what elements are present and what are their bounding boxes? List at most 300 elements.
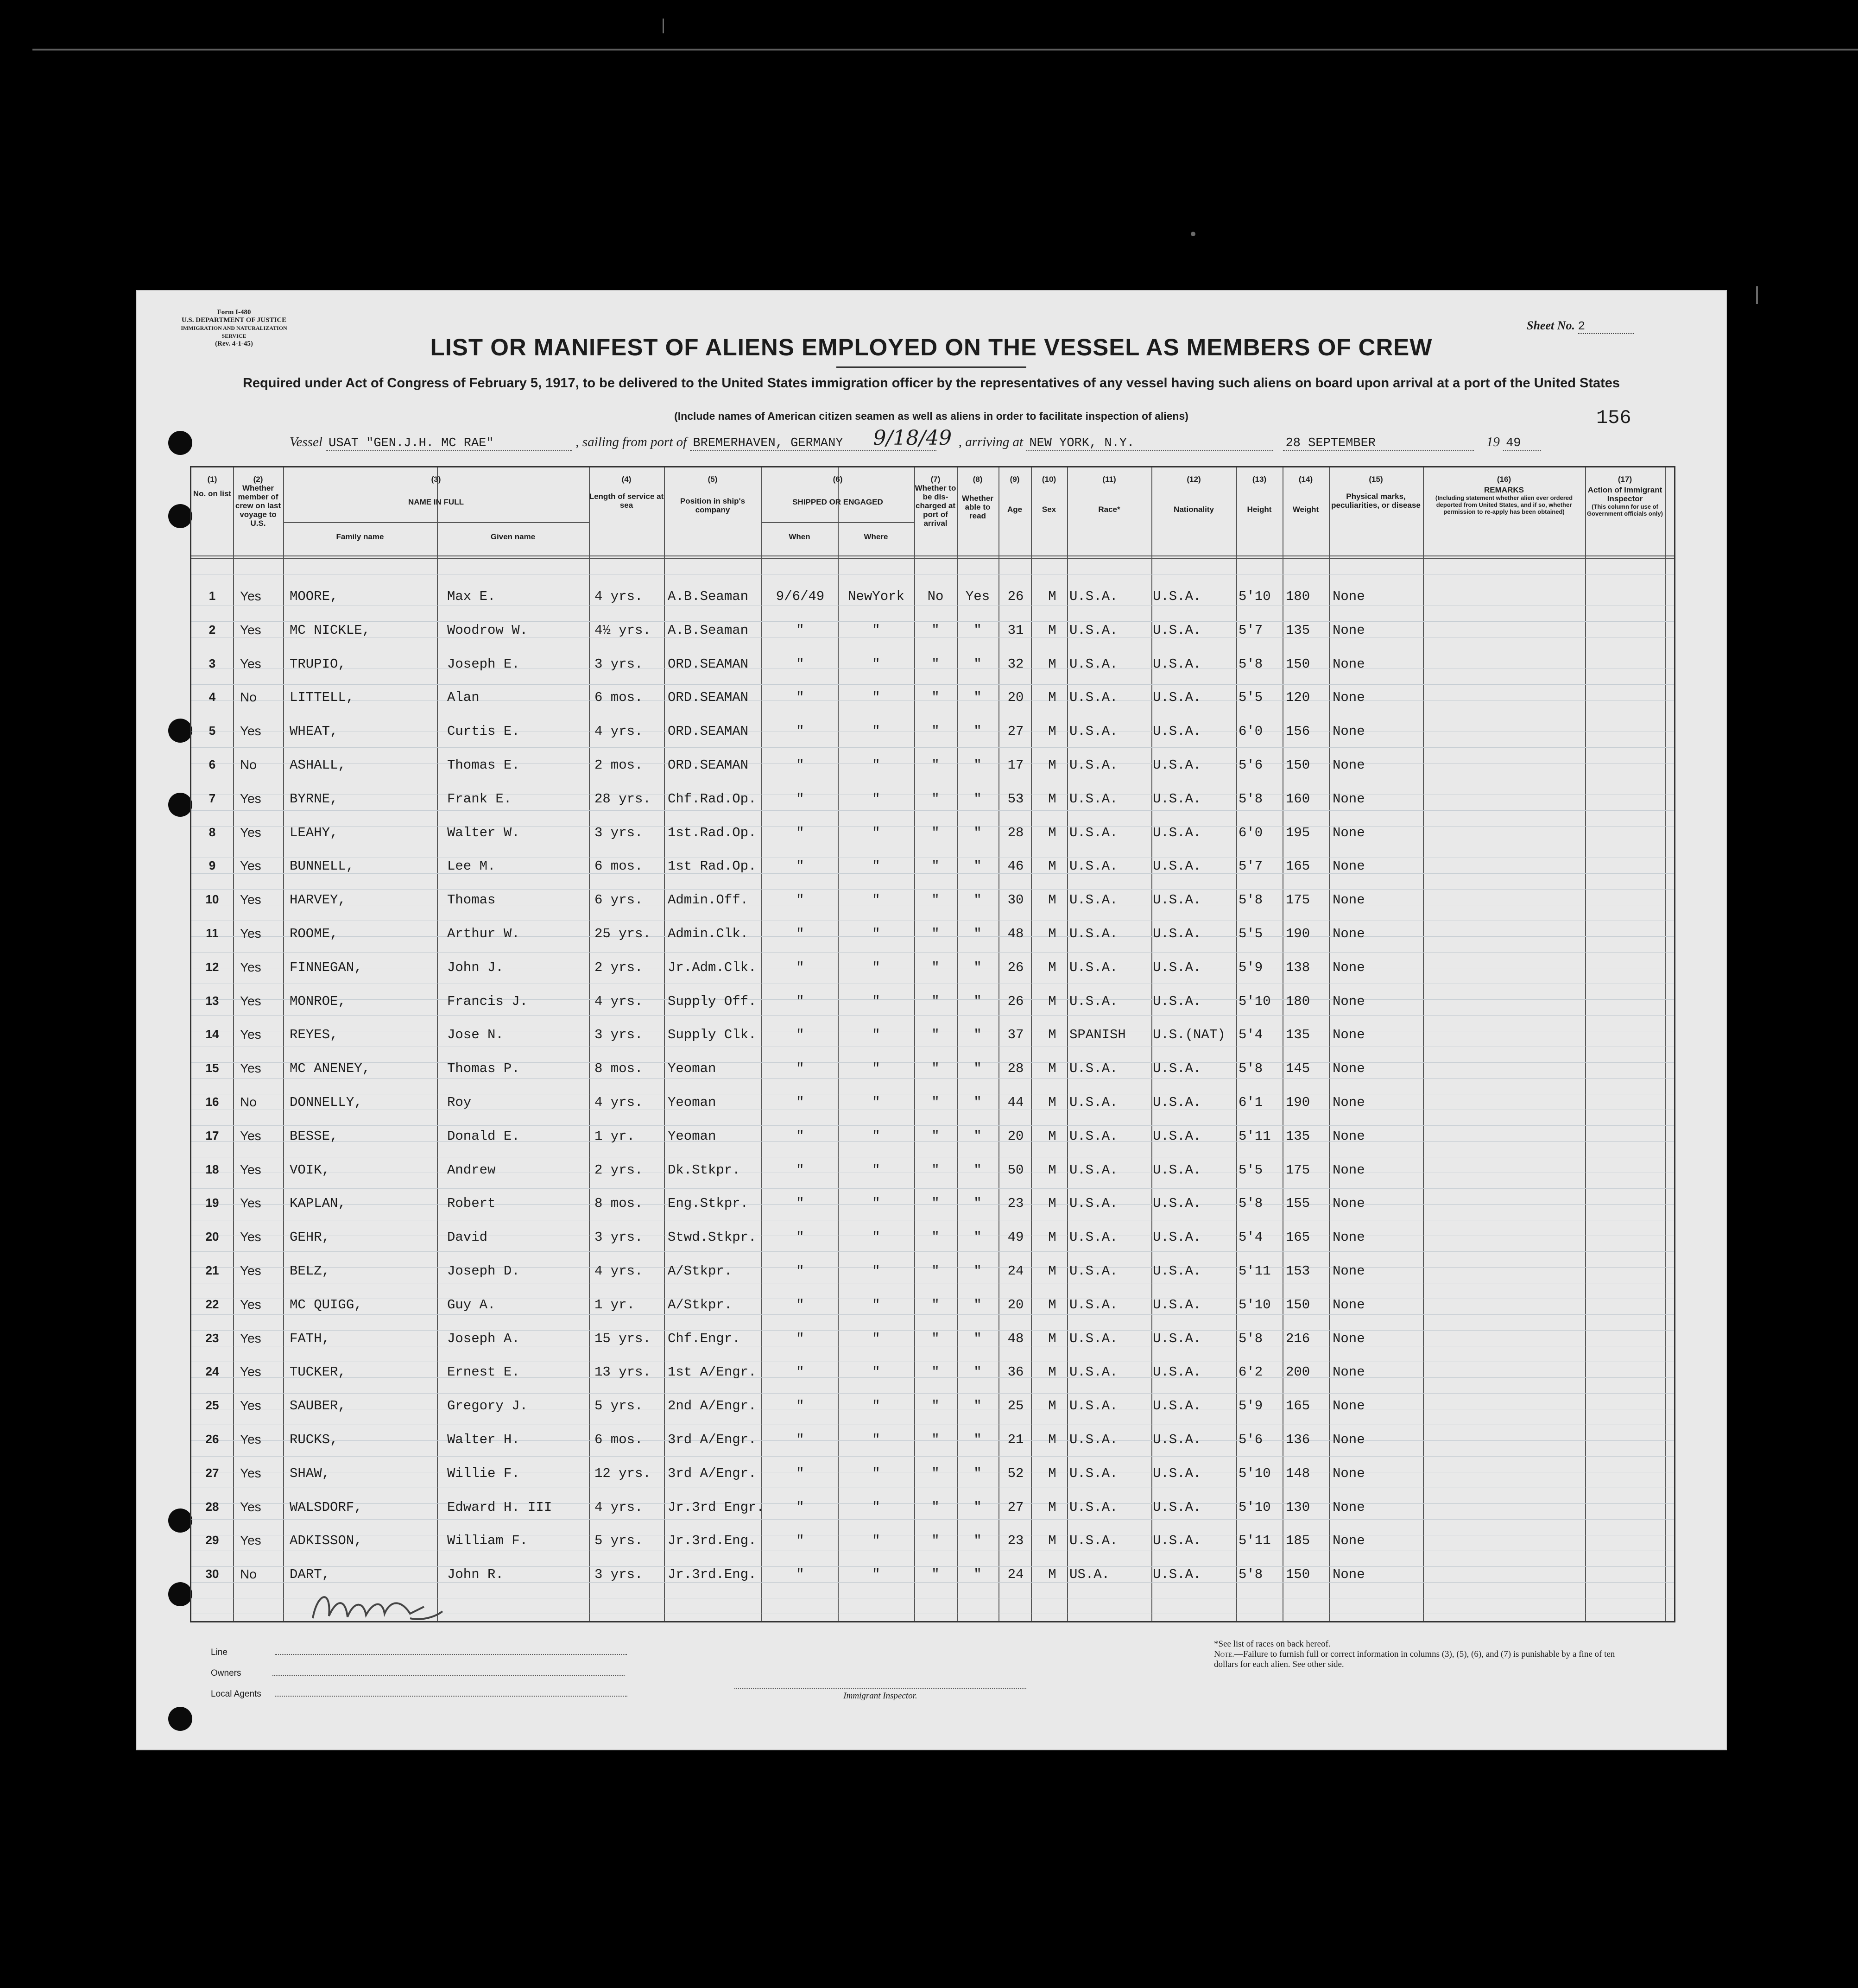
row-number-cell: 21 (205, 1263, 219, 1277)
able-to-read-cell: " (973, 1398, 982, 1414)
given-name-cell: Joseph D. (447, 1263, 520, 1279)
sex-cell: M (1048, 622, 1056, 638)
weight-cell: 120 (1286, 690, 1310, 706)
nationality-cell: U.S.A. (1153, 926, 1201, 941)
sex-cell: M (1048, 1398, 1056, 1414)
family-name-cell: TUCKER, (290, 1364, 346, 1380)
last-voyage-cell: Yes (240, 791, 261, 806)
family-name-cell: GEHR, (290, 1230, 330, 1245)
sex-cell: M (1048, 589, 1056, 604)
discharged-cell: " (931, 656, 940, 672)
discharged-cell: " (931, 1095, 940, 1110)
shipped-when-cell: " (796, 959, 804, 975)
race-cell: U.S.A. (1069, 1162, 1118, 1178)
sex-cell: M (1048, 1027, 1056, 1043)
position-cell: 1st Rad.Op. (668, 858, 757, 874)
shipped-where-cell: " (872, 1533, 880, 1549)
weight-cell: 195 (1286, 825, 1310, 840)
age-cell: 36 (1007, 1364, 1024, 1380)
row-number-cell: 12 (205, 959, 219, 974)
length-of-service-cell: 12 yrs. (594, 1465, 651, 1481)
discharged-cell: " (931, 1364, 940, 1380)
nationality-cell: U.S.A. (1153, 791, 1201, 807)
age-cell: 20 (1007, 1297, 1024, 1313)
height-cell: 5'11 (1239, 1263, 1271, 1279)
position-cell: Admin.Off. (668, 892, 749, 908)
shipped-when-cell: " (796, 656, 804, 672)
fine-note: Note.—Failure to furnish full or correct information in columns (3), (5), (6), and (7) is punishable by a fine of ten dollars for each alien. See other side. (1214, 1649, 1615, 1669)
inspector-signature-line (734, 1688, 1026, 1689)
able-to-read-cell: " (973, 1095, 982, 1110)
family-name-cell: FATH, (290, 1331, 330, 1346)
last-voyage-cell: Yes (240, 1364, 261, 1379)
nationality-cell: U.S.A. (1153, 1398, 1201, 1414)
length-of-service-cell: 6 mos. (594, 858, 643, 874)
sheet-number (1527, 319, 1634, 334)
given-name-cell: Willie F. (447, 1465, 520, 1481)
given-name-cell: Walter H. (447, 1432, 520, 1447)
race-cell: U.S.A. (1069, 1297, 1118, 1313)
shipped-when-cell: " (796, 993, 804, 1009)
form-service: IMMIGRATION AND NATURALIZATION SERVICE (181, 325, 287, 339)
shipped-where-cell: " (872, 622, 880, 638)
arrival-port: NEW YORK, N.Y. (1026, 436, 1273, 451)
position-cell: Jr.3rd Engr. (668, 1499, 765, 1515)
col-15-header: (15) Physical marks, peculiarities, or disease (1331, 475, 1421, 510)
nationality-cell: U.S.A. (1153, 1533, 1201, 1549)
include-note: (Include names of American citizen seamen as well as aliens in order to facilitate inspection of aliens) (674, 410, 1188, 422)
ruled-line (191, 889, 1674, 890)
given-name-cell: Arthur W. (447, 926, 520, 941)
length-of-service-cell: 2 mos. (594, 757, 643, 773)
family-name-cell: WALSDORF, (290, 1499, 362, 1515)
able-to-read-cell: " (973, 757, 982, 773)
discharged-cell: " (931, 1196, 940, 1212)
discharged-cell: " (931, 993, 940, 1009)
row-number-cell: 17 (205, 1128, 219, 1142)
family-name-cell: ASHALL, (290, 757, 346, 773)
weight-cell: 200 (1286, 1364, 1310, 1380)
races-note: *See list of races on back hereof. (1214, 1639, 1331, 1649)
discharged-cell: " (931, 825, 940, 840)
position-cell: Chf.Rad.Op. (668, 791, 757, 807)
race-cell: U.S.A. (1069, 757, 1118, 773)
sex-cell: M (1048, 1331, 1056, 1346)
physical-marks-cell: None (1333, 1465, 1365, 1481)
punch-hole (168, 793, 192, 817)
sex-cell: M (1048, 1263, 1056, 1279)
length-of-service-cell: 4 yrs. (594, 589, 643, 604)
manifest-sheet (137, 291, 1726, 1749)
given-name-cell: Curtis E. (447, 724, 520, 739)
family-name-cell: SAUBER, (290, 1398, 346, 1414)
age-cell: 28 (1007, 825, 1024, 840)
row-number-cell: 10 (205, 892, 219, 907)
height-cell: 5'9 (1239, 1398, 1263, 1414)
shipped-where-cell: NewYork (848, 589, 904, 604)
last-voyage-cell: No (240, 1095, 257, 1109)
physical-marks-cell: None (1333, 690, 1365, 706)
family-name-cell: BESSE, (290, 1128, 338, 1144)
last-voyage-cell: Yes (240, 1162, 261, 1177)
row-number-cell: 9 (209, 858, 216, 873)
family-name-cell: DART, (290, 1567, 330, 1583)
position-cell: Stwd.Stkpr. (668, 1230, 757, 1245)
able-to-read-cell: " (973, 1297, 982, 1313)
last-voyage-cell: Yes (240, 656, 261, 671)
physical-marks-cell: None (1333, 825, 1365, 840)
sex-cell: M (1048, 926, 1056, 941)
punch-hole (168, 1707, 192, 1731)
height-cell: 5'11 (1239, 1533, 1271, 1549)
height-cell: 5'10 (1239, 1465, 1271, 1481)
age-cell: 26 (1007, 589, 1024, 604)
sex-cell: M (1048, 791, 1056, 807)
height-cell: 5'8 (1239, 1567, 1263, 1583)
length-of-service-cell: 3 yrs. (594, 656, 643, 672)
col-8-header: (8) Whether able to read (962, 475, 993, 520)
position-cell: A/Stkpr. (668, 1297, 733, 1313)
height-cell: 5'10 (1239, 1499, 1271, 1515)
able-to-read-cell: " (973, 622, 982, 638)
row-number-cell: 13 (205, 993, 219, 1008)
given-name-cell: Gregory J. (447, 1398, 528, 1414)
physical-marks-cell: None (1333, 656, 1365, 672)
physical-marks-cell: None (1333, 959, 1365, 975)
able-to-read-cell: " (973, 858, 982, 874)
length-of-service-cell: 3 yrs. (594, 1567, 643, 1583)
shipped-when-cell: " (796, 825, 804, 840)
sex-cell: M (1048, 825, 1056, 840)
weight-cell: 148 (1286, 1465, 1310, 1481)
discharged-cell: " (931, 858, 940, 874)
able-to-read-cell: " (973, 690, 982, 706)
sex-cell: M (1048, 1128, 1056, 1144)
nationality-cell: U.S.A. (1153, 724, 1201, 739)
shipped-where-cell: " (872, 1027, 880, 1043)
row-number-cell: 15 (205, 1061, 219, 1075)
position-cell: A.B.Seaman (668, 622, 749, 638)
age-cell: 50 (1007, 1162, 1024, 1178)
position-cell: 2nd A/Engr. (668, 1398, 757, 1414)
punch-hole (168, 719, 192, 743)
sex-cell: M (1048, 993, 1056, 1009)
height-cell: 5'10 (1239, 589, 1271, 604)
position-cell: 3rd A/Engr. (668, 1432, 757, 1447)
col-1-header: (1) No. on list (193, 475, 232, 498)
length-of-service-cell: 4 yrs. (594, 1263, 643, 1279)
last-voyage-cell: Yes (240, 622, 261, 637)
able-to-read-cell: " (973, 791, 982, 807)
shipped-where-cell: " (872, 1465, 880, 1481)
length-of-service-cell: 1 yr. (594, 1128, 635, 1144)
position-cell: Supply Clk. (668, 1027, 757, 1043)
age-cell: 37 (1007, 1027, 1024, 1043)
discharged-cell: " (931, 1567, 940, 1583)
vessel-name: USAT "GEN.J.H. MC RAE" (326, 436, 572, 451)
position-cell: Dk.Stkpr. (668, 1162, 740, 1178)
race-cell: U.S.A. (1069, 858, 1118, 874)
weight-cell: 136 (1286, 1432, 1310, 1447)
discharged-cell: " (931, 1061, 940, 1077)
shipped-when-cell: " (796, 1128, 804, 1144)
year-prefix: 19 (1486, 435, 1500, 449)
last-voyage-cell: Yes (240, 1061, 261, 1076)
physical-marks-cell: None (1333, 1398, 1365, 1414)
form-revision: (Rev. 4-1-45) (215, 340, 253, 347)
physical-marks-cell: None (1333, 1432, 1365, 1447)
race-cell: US.A. (1069, 1567, 1110, 1583)
nationality-cell: U.S.(NAT) (1153, 1027, 1226, 1043)
nationality-cell: U.S.A. (1153, 1364, 1201, 1380)
shipped-where-cell: " (872, 1331, 880, 1346)
sheet-label: Sheet No. (1527, 319, 1575, 332)
weight-cell: 175 (1286, 892, 1310, 908)
family-name-cell: RUCKS, (290, 1432, 338, 1447)
col-6-header: (6) SHIPPED OR ENGAGED (792, 475, 883, 506)
family-name-cell: REYES, (290, 1027, 338, 1043)
given-name-cell: Joseph E. (447, 656, 520, 672)
last-voyage-cell: Yes (240, 1230, 261, 1244)
able-to-read-cell: " (973, 1331, 982, 1346)
able-to-read-cell: " (973, 1499, 982, 1515)
row-number-cell: 29 (205, 1533, 219, 1547)
weight-cell: 165 (1286, 1230, 1310, 1245)
weight-cell: 190 (1286, 926, 1310, 941)
shipped-when-cell: " (796, 1499, 804, 1515)
family-name-cell: FINNEGAN, (290, 959, 362, 975)
col-10-header: (10) Sex (1042, 475, 1056, 514)
sex-cell: M (1048, 690, 1056, 706)
discharged-cell: " (931, 1027, 940, 1043)
race-cell: U.S.A. (1069, 993, 1118, 1009)
weight-cell: 150 (1286, 1567, 1310, 1583)
given-name-cell: John J. (447, 959, 504, 975)
ruled-line (191, 810, 1674, 811)
nationality-cell: U.S.A. (1153, 1499, 1201, 1515)
height-cell: 5'11 (1239, 1128, 1271, 1144)
shipped-when-cell: " (796, 622, 804, 638)
family-name-cell: KAPLAN, (290, 1196, 346, 1212)
ruled-line (191, 1078, 1674, 1079)
height-cell: 5'8 (1239, 791, 1263, 807)
length-of-service-cell: 4 yrs. (594, 1499, 643, 1515)
position-cell: Admin.Clk. (668, 926, 749, 941)
shipped-when-cell: " (796, 1061, 804, 1077)
shipped-where-cell: " (872, 959, 880, 975)
physical-marks-cell: None (1333, 1331, 1365, 1346)
shipped-where-cell: " (872, 1263, 880, 1279)
last-voyage-cell: Yes (240, 858, 261, 873)
nationality-cell: U.S.A. (1153, 1432, 1201, 1447)
nationality-cell: U.S.A. (1153, 1095, 1201, 1110)
given-name-cell: David (447, 1230, 488, 1245)
last-voyage-cell: Yes (240, 1331, 261, 1345)
nationality-cell: U.S.A. (1153, 757, 1201, 773)
physical-marks-cell: None (1333, 589, 1365, 604)
punch-hole (168, 1582, 192, 1606)
shipped-when-cell: " (796, 1331, 804, 1346)
height-cell: 5'4 (1239, 1230, 1263, 1245)
given-name-cell: Ernest E. (447, 1364, 520, 1380)
length-of-service-cell: 13 yrs. (594, 1364, 651, 1380)
shipped-when-cell: " (796, 892, 804, 908)
nationality-cell: U.S.A. (1153, 1263, 1201, 1279)
last-voyage-cell: Yes (240, 926, 261, 940)
position-cell: 1st A/Engr. (668, 1364, 757, 1380)
race-cell: U.S.A. (1069, 1432, 1118, 1447)
row-number-cell: 22 (205, 1297, 219, 1311)
given-name-cell: John R. (447, 1567, 504, 1583)
height-cell: 5'6 (1239, 1432, 1263, 1447)
physical-marks-cell: None (1333, 1297, 1365, 1313)
last-voyage-cell: Yes (240, 892, 261, 907)
family-name-cell: LITTELL, (290, 690, 354, 706)
weight-cell: 175 (1286, 1162, 1310, 1178)
position-cell: ORD.SEAMAN (668, 757, 749, 773)
shipped-where-cell: " (872, 656, 880, 672)
sex-cell: M (1048, 1533, 1056, 1549)
length-of-service-cell: 3 yrs. (594, 1230, 643, 1245)
col-9-header: (9) Age (1007, 475, 1023, 514)
shipped-where-cell: " (872, 724, 880, 739)
race-cell: U.S.A. (1069, 1533, 1118, 1549)
position-cell: Jr.3rd.Eng. (668, 1567, 757, 1583)
length-of-service-cell: 3 yrs. (594, 825, 643, 840)
last-voyage-cell: Yes (240, 1297, 261, 1312)
sex-cell: M (1048, 1196, 1056, 1212)
age-cell: 30 (1007, 892, 1024, 908)
family-name-cell: WHEAT, (290, 724, 338, 739)
age-cell: 32 (1007, 656, 1024, 672)
able-to-read-cell: " (973, 724, 982, 739)
discharged-cell: " (931, 959, 940, 975)
shipped-when-cell: " (796, 926, 804, 941)
handwritten-date: 9/18/49 (873, 426, 952, 450)
race-cell: U.S.A. (1069, 1095, 1118, 1110)
length-of-service-cell: 8 mos. (594, 1061, 643, 1077)
inspector-label: Immigrant Inspector. (843, 1691, 917, 1701)
sex-cell: M (1048, 1095, 1056, 1110)
page-title: LIST OR MANIFEST OF ALIENS EMPLOYED ON THE VESSEL AS MEMBERS OF CREW (430, 334, 1433, 360)
nationality-cell: U.S.A. (1153, 1297, 1201, 1313)
ruled-line (191, 1125, 1674, 1126)
discharged-cell: " (931, 724, 940, 739)
able-to-read-cell: " (973, 959, 982, 975)
family-name-cell: HARVEY, (290, 892, 346, 908)
able-to-read-cell: " (973, 1465, 982, 1481)
row-number-cell: 16 (205, 1095, 219, 1109)
weight-cell: 156 (1286, 724, 1310, 739)
given-name-cell: Guy A. (447, 1297, 496, 1313)
race-cell: U.S.A. (1069, 1196, 1118, 1212)
able-to-read-cell: " (973, 1061, 982, 1077)
able-to-read-cell: " (973, 656, 982, 672)
sex-cell: M (1048, 724, 1056, 739)
weight-cell: 153 (1286, 1263, 1310, 1279)
position-cell: Jr.3rd.Eng. (668, 1533, 757, 1549)
row-number-cell: 24 (205, 1364, 219, 1379)
age-cell: 44 (1007, 1095, 1024, 1110)
length-of-service-cell: 6 mos. (594, 1432, 643, 1447)
position-cell: Yeoman (668, 1095, 716, 1110)
family-name-cell: VOIK, (290, 1162, 330, 1178)
age-cell: 27 (1007, 1499, 1024, 1515)
age-cell: 48 (1007, 926, 1024, 941)
age-cell: 26 (1007, 959, 1024, 975)
row-number-cell: 28 (205, 1499, 219, 1514)
row-number-cell: 27 (205, 1465, 219, 1480)
vessel-line (290, 426, 1541, 451)
given-name-cell: William F. (447, 1533, 528, 1549)
given-name-cell: Thomas E. (447, 757, 520, 773)
sex-cell: M (1048, 959, 1056, 975)
length-of-service-cell: 25 yrs. (594, 926, 651, 941)
shipped-where-cell: " (872, 1398, 880, 1414)
sex-cell: M (1048, 1499, 1056, 1515)
length-of-service-cell: 3 yrs. (594, 1027, 643, 1043)
height-cell: 6'1 (1239, 1095, 1263, 1110)
row-number-cell: 7 (209, 791, 216, 805)
sex-cell: M (1048, 1297, 1056, 1313)
physical-marks-cell: None (1333, 858, 1365, 874)
family-name-header: Family name (336, 532, 384, 541)
sex-cell: M (1048, 892, 1056, 908)
length-of-service-cell: 8 mos. (594, 1196, 643, 1212)
able-to-read-cell: " (973, 892, 982, 908)
shipped-when-cell: " (796, 1297, 804, 1313)
given-name-cell: Thomas P. (447, 1061, 520, 1077)
length-of-service-cell: 28 yrs. (594, 791, 651, 807)
given-name-cell: Andrew (447, 1162, 496, 1178)
given-name-cell: Max E. (447, 589, 496, 604)
family-name-cell: MOORE, (290, 589, 338, 604)
physical-marks-cell: None (1333, 1128, 1365, 1144)
weight-cell: 150 (1286, 1297, 1310, 1313)
given-name-cell: Woodrow W. (447, 622, 528, 638)
ruled-line (191, 747, 1674, 748)
col-3-header: (3) NAME IN FULL (408, 475, 464, 506)
discharged-cell: " (931, 1398, 940, 1414)
length-of-service-cell: 5 yrs. (594, 1533, 643, 1549)
row-number-cell: 1 (209, 589, 216, 603)
age-cell: 20 (1007, 690, 1024, 706)
able-to-read-cell: " (973, 825, 982, 840)
height-cell: 5'7 (1239, 858, 1263, 874)
last-voyage-cell: Yes (240, 1465, 261, 1480)
discharged-cell: " (931, 757, 940, 773)
height-cell: 5'8 (1239, 1331, 1263, 1346)
col-4-header: (4) Length of service at sea (589, 475, 664, 510)
discharged-cell: " (931, 1128, 940, 1144)
weight-cell: 165 (1286, 1398, 1310, 1414)
ruled-line (191, 684, 1674, 685)
shipped-when-cell: 9/6/49 (776, 589, 825, 604)
discharged-cell: " (931, 791, 940, 807)
weight-cell: 150 (1286, 656, 1310, 672)
age-cell: 53 (1007, 791, 1024, 807)
length-of-service-cell: 2 yrs. (594, 959, 643, 975)
sailing-label: , sailing from port of (575, 435, 687, 449)
nationality-cell: U.S.A. (1153, 892, 1201, 908)
discharged-cell: " (931, 1263, 940, 1279)
nationality-cell: U.S.A. (1153, 656, 1201, 672)
shipped-where-cell: " (872, 1230, 880, 1245)
able-to-read-cell: " (973, 1364, 982, 1380)
title-rule (836, 366, 1026, 368)
position-cell: ORD.SEAMAN (668, 690, 749, 706)
race-cell: U.S.A. (1069, 1230, 1118, 1245)
